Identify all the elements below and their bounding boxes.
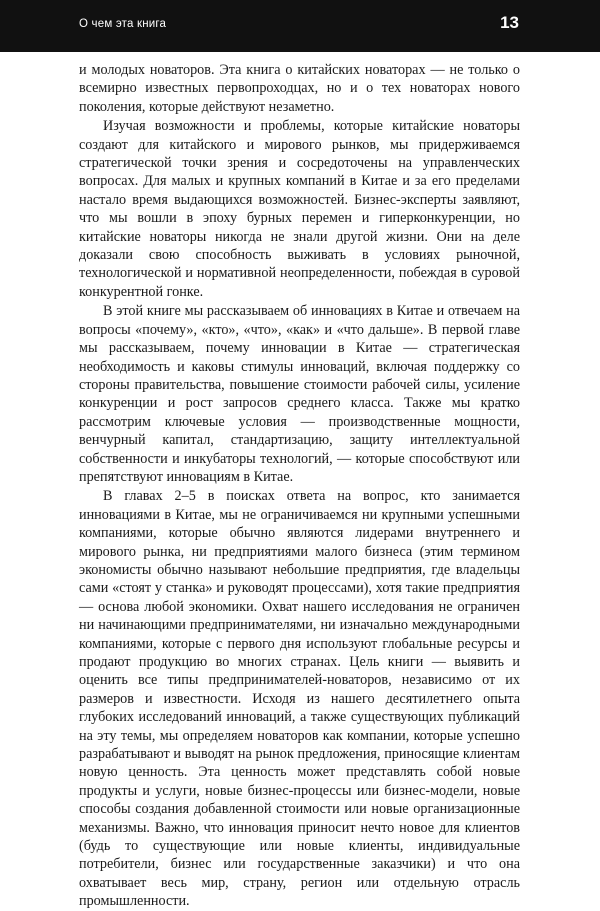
paragraph-opportunities: Изучая возможности и проблемы, которые китайские новаторы создают для китайского и мирового рынков, мы придерживаемся стратегической точки зрения и сосредоточены на управленческих вопросах. Для малых и крупных компаний в Китае и за его пределами настало время выдающихся возможностей. Бизнес-эксперты заявляют, что мы вошли в эпоху бурных перемен и гиперконкуренции, но китайские новаторы никогда не знали другой жизни. Они на деле доказали свою способность выживать в условиях рыночной, технологической и нормативной неопределенности, побеждая в суровой конкурентной гонке.	[79, 118, 520, 300]
paragraph-book-questions: В этой книге мы рассказываем об инновациях в Китае и отвечаем на вопросы «почему», «кто», «что», «как» и «что дальше». В первой главе мы рассказываем, почему инновации в Китае — стратегическая необходимость и каковы стимулы инноваций, включая поддержку со стороны правительства, повышение стоимости рабочей силы, усиление конкуренции и рост запросов среднего класса. Также мы кратко рассмотрим ключевые условия — производственные мощности, венчурный капитал, стандартизацию, защиту интеллектуальной собственности и инкубаторы технологий, — которые способствуют или препятствуют инновациям в Китае.	[79, 303, 520, 485]
running-head: О чем эта книга	[79, 18, 167, 30]
body-text	[79, 61, 520, 911]
paragraph-continuation: и молодых новаторов. Эта книга о китайских новаторах — не только о всемирно известных первопроходцах, но и о тех новаторах нового поколения, которые действуют незаметно.	[79, 62, 520, 115]
page-header	[0, 0, 600, 52]
paragraph-chapters-2-5: В главах 2–5 в поисках ответа на вопрос, кто занимается инновациями в Китае, мы не ограничиваемся ни крупными успешными компаниями, которые обычно являются лидерами внутреннего и мирового рынка, ни предприятиями малого бизнеса (этим термином экономисты обычно называют небольшие предприятия, где владельцы сами «стоят у станка» и руководят процессами), хотя такие предприятия — основа любой экономики. Охват нашего исследования не ограничен ни начинающими предпринимателями, ни изначально международными компаниями, которые с первого дня используют глобальные ресурсы и продают продукцию во многих странах. Цель книги — выявить и оценить все типы предпринимателей-новаторов, независимо от их размеров и известности. Исходя из нашего десятилетнего опыта глубоких исследований инноваций, а также существующих публикаций на эту темы, мы определяем новаторов как компании, которые успешно разрабатывают и выводят на рынок предложения, приносящие клиентам новую ценность. Эта ценность может представлять собой новые продукты и услуги, новые бизнес-процессы или бизнес-модели, новые способы создания добавленной стоимости или новые организационные механизмы. Важно, что инновация приносит нечто новое для клиентов (будь то существующие или новые клиенты, индивидуальные потребители, бизнес или государственные заказчики) и что она охватывает весь мир, страну, регион или отдельную отрасль промышленности.	[79, 488, 520, 910]
page-number: 13	[500, 13, 519, 32]
